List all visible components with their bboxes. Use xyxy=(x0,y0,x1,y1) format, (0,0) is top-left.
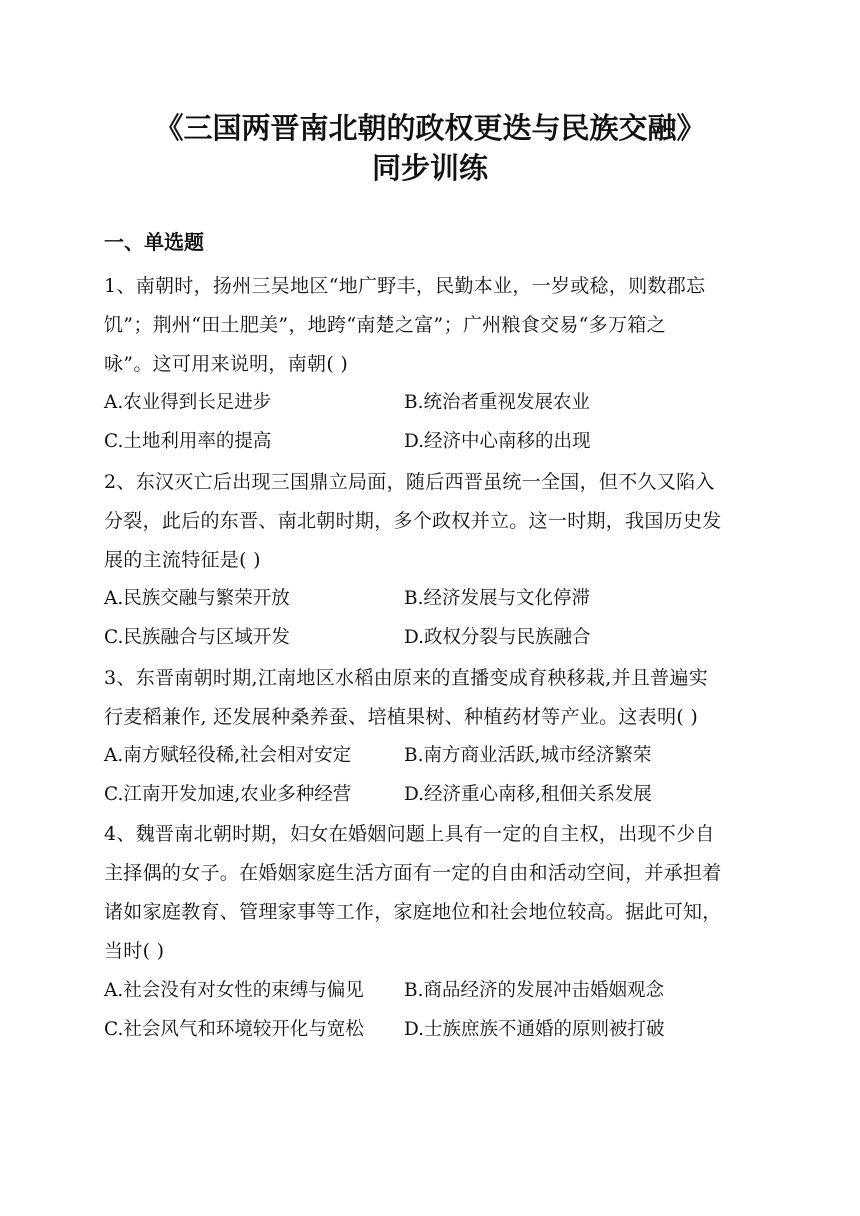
document-subtitle: 同步训练 xyxy=(371,151,488,185)
question-3-option-d: D.经济重心南移,租佃关系发展 xyxy=(404,784,652,805)
question-2-option-d: D.政权分裂与民族融合 xyxy=(404,627,591,648)
question-1-option-a: A.农业得到长足进步 xyxy=(104,392,272,413)
section-heading: 一、单选题 xyxy=(104,230,204,254)
question-text-line: 饥”；荆州“田土肥美”，地跨“南楚之富”；广州粮食交易“多万箱之 xyxy=(104,314,666,336)
question-text-line: 当时( ) xyxy=(104,940,165,962)
question-4-option-b: B.商品经济的发展冲击婚姻观念 xyxy=(404,980,664,1001)
question-1-option-d: D.经济中心南移的出现 xyxy=(404,431,591,452)
question-text-line: 1、南朝时，扬州三吴地区“地广野丰，民勤本业，一岁或稔，则数郡忘 xyxy=(104,275,706,297)
question-text-line: 诸如家庭教育、管理家事等工作，家庭地位和社会地位较高。据此可知， xyxy=(104,901,722,923)
question-3-option-b: B.南方商业活跃,城市经济繁荣 xyxy=(404,745,652,766)
question-3-stem xyxy=(104,659,764,737)
question-text-line: 分裂，此后的东晋、南北朝时期，多个政权并立。这一时期，我国历史发 xyxy=(104,510,722,532)
question-text-line: 行麦稻兼作, 还发展种桑养蚕、培植果树、种植药材等产业。这表明( ) xyxy=(104,706,699,728)
question-text-line: 3、东晋南朝时期,江南地区水稻由原来的直播变成育秧移栽,并且普遍实 xyxy=(104,667,709,689)
question-4-stem xyxy=(104,815,764,971)
question-3-option-a: A.南方赋轻役稀,社会相对安定 xyxy=(104,745,352,766)
document-title: 《三国两晋南北朝的政权更迭与民族交融》 xyxy=(154,111,706,145)
question-3-option-c: C.江南开发加速,农业多种经营 xyxy=(104,784,352,805)
question-text-line: 咏”。这可用来说明，南朝( ) xyxy=(104,353,349,375)
question-text-line: 2、东汉灭亡后出现三国鼎立局面，随后西晋虽统一全国，但不久又陷入 xyxy=(104,471,715,493)
question-text-line: 主择偶的女子。在婚姻家庭生活方面有一定的自由和活动空间，并承担着 xyxy=(104,862,722,884)
question-1-stem xyxy=(104,267,764,384)
question-2-stem xyxy=(104,463,764,580)
question-4-option-d: D.士族庶族不通婚的原则被打破 xyxy=(404,1019,665,1040)
question-text-line: 4、魏晋南北朝时期，妇女在婚姻问题上具有一定的自主权，出现不少自 xyxy=(104,823,715,845)
question-1-option-c: C.土地利用率的提高 xyxy=(104,431,272,452)
question-2-option-c: C.民族融合与区域开发 xyxy=(104,627,290,648)
question-2-option-a: A.民族交融与繁荣开放 xyxy=(104,588,290,609)
question-text-line: 展的主流特征是( ) xyxy=(104,549,261,571)
question-4-option-a: A.社会没有对女性的束缚与偏见 xyxy=(104,980,364,1001)
question-2-option-b: B.经济发展与文化停滞 xyxy=(404,588,590,609)
question-4-option-c: C.社会风气和环境较开化与宽松 xyxy=(104,1019,364,1040)
question-1-option-b: B.统治者重视发展农业 xyxy=(404,392,590,413)
